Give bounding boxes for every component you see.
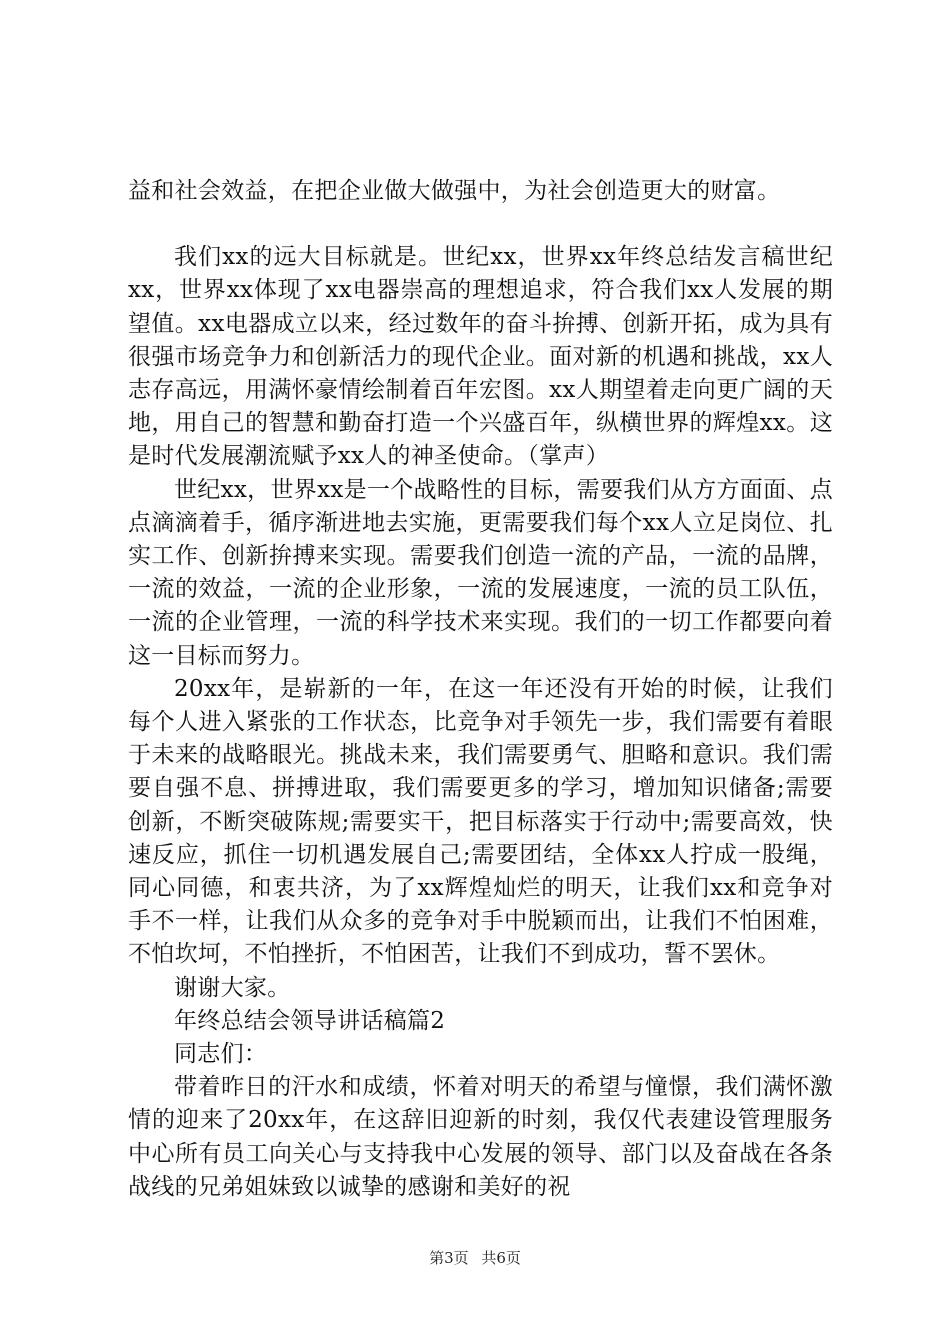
salutation: 同志们： xyxy=(174,1041,268,1068)
document-body xyxy=(128,175,833,1204)
page-footer xyxy=(0,1247,950,1268)
page-total: 共6页 xyxy=(481,1249,521,1267)
paragraph-thanks: 谢谢大家。 xyxy=(174,974,291,1001)
paragraph-opening: 带着昨日的汗水和成绩，怀着对明天的希望与憧憬，我们满怀激情的迎来了20xx年，在这辞旧迎新的时刻，我仅代表建设管理服务中心所有员工向关心与支持我中心发展的领导、部门以及奋战在各条战线的兄弟姐妹致以诚挚的感谢和美好的祝 xyxy=(128,1074,833,1200)
section-heading: 年终总结会领导讲话稿篇2 xyxy=(174,1007,446,1034)
paragraph-strategy: 世纪xx，世界xx是一个战略性的目标，需要我们从方方面面、点点滴滴着手，循序渐进地去实施，更需要我们每个xx人立足岗位、扎实工作、创新拚搏来实现。需要我们创造一流的产品，一流的品牌，一流的效益，一流的企业形象，一流的发展速度，一流的员工队伍，一流的企业管理，一流的科学技术来实现。我们的一切工作都要向着这一目标而努力。 xyxy=(128,476,833,669)
paragraph-new-year: 20xx年，是崭新的一年，在这一年还没有开始的时候，让我们每个人进入紧张的工作状态，比竞争对手领先一步，我们需要有着眼于未来的战略眼光。挑战未来，我们需要勇气、胆略和意识。我们需要自强不息、拼搏进取，我们需要更多的学习，增加知识储备;需要创新，不断突破陈规;需要实干，把目标落实于行动中;需要高效，快速反应，抓住一切机遇发展自己;需要团结，全体xx人拧成一股绳，同心同德，和衷共济，为了xx辉煌灿烂的明天，让我们xx和竞争对手不一样，让我们从众多的竞争对手中脱颖而出，让我们不怕困难，不怕坎坷，不怕挫折，不怕困苦，让我们不到成功，誓不罢休。 xyxy=(128,675,833,968)
page-number: 第3页 xyxy=(429,1249,469,1267)
paragraph-goal: 我们xx的远大目标就是。世纪xx，世界xx年终总结发言稿世纪xx，世界xx体现了xx电器崇高的理想追求，符合我们xx人发展的期望值。xx电器成立以来，经过数年的奋斗拚搏、创新开拓，成为具有很强市场竞争力和创新活力的现代企业。面对新的机遇和挑战，xx人志存高远，用满怀豪情绘制着百年宏图。xx人期望着走向更广阔的天地，用自己的智慧和勤奋打造一个兴盛百年，纵横世界的辉煌xx。这是时代发展潮流赋予xx人的神圣使命。（掌声） xyxy=(128,244,833,470)
paragraph-continuation: 益和社会效益，在把企业做大做强中，为社会创造更大的财富。 xyxy=(128,178,781,204)
